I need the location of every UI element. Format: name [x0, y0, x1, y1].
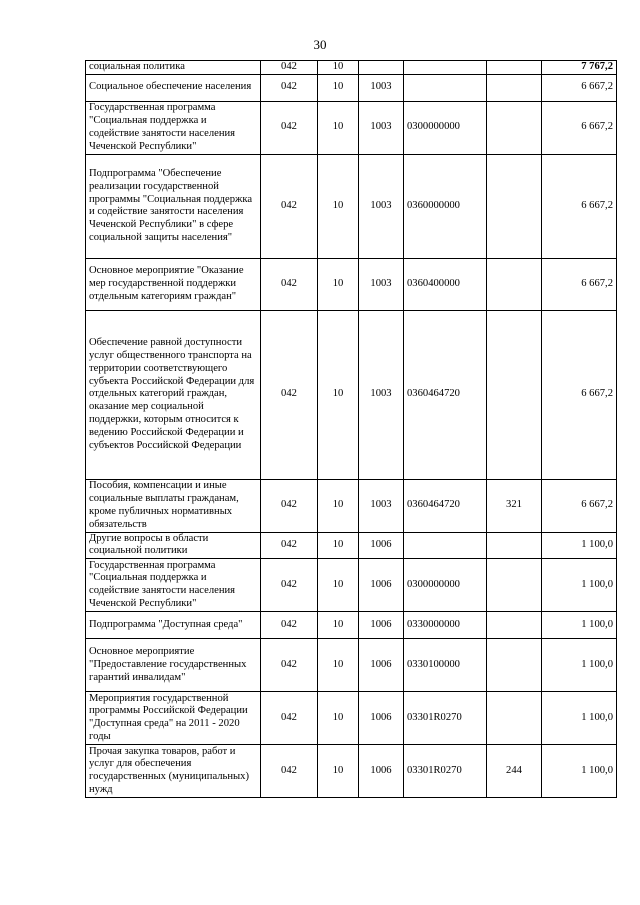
subsection-code-cell: 1006: [359, 532, 404, 559]
ministry-code-cell: 042: [261, 692, 318, 745]
subsection-code-cell: 1003: [359, 310, 404, 479]
expense-type-cell: [487, 559, 542, 612]
ministry-code-cell: 042: [261, 101, 318, 154]
expense-type-cell: [487, 74, 542, 101]
row-name-cell: Пособия, компенсации и иные социальные выплаты гражданам, кроме публичных нормативных обязательств: [86, 479, 261, 532]
amount-cell: 6 667,2: [542, 154, 617, 258]
table-row: [86, 74, 617, 101]
section-code-cell: 10: [318, 532, 359, 559]
section-code-cell: 10: [318, 74, 359, 101]
table-row: [86, 639, 617, 692]
amount-cell: 1 100,0: [542, 532, 617, 559]
amount-cell: 6 667,2: [542, 101, 617, 154]
row-name-cell: социальная политика: [86, 61, 261, 75]
row-name-cell: Социальное обеспечение населения: [86, 74, 261, 101]
ministry-code-cell: 042: [261, 74, 318, 101]
target-article-cell: 0300000000: [404, 101, 487, 154]
section-code-cell: 10: [318, 101, 359, 154]
section-code-cell: 10: [318, 258, 359, 310]
row-name-cell: Основное мероприятие "Оказание мер государственной поддержки отдельным категориям граждан": [86, 258, 261, 310]
target-article-cell: 03301R0270: [404, 692, 487, 745]
subsection-code-cell: 1003: [359, 101, 404, 154]
section-code-cell: 10: [318, 639, 359, 692]
target-article-cell: 0360464720: [404, 310, 487, 479]
table-row: [86, 559, 617, 612]
expense-type-cell: [487, 612, 542, 639]
expense-type-cell: 321: [487, 479, 542, 532]
row-name-cell: Основное мероприятие "Предоставление государственных гарантий инвалидам": [86, 639, 261, 692]
table-row: [86, 310, 617, 479]
ministry-code-cell: 042: [261, 559, 318, 612]
ministry-code-cell: 042: [261, 258, 318, 310]
ministry-code-cell: 042: [261, 61, 318, 75]
row-name-cell: Другие вопросы в области социальной политики: [86, 532, 261, 559]
section-code-cell: 10: [318, 479, 359, 532]
expense-type-cell: 244: [487, 745, 542, 798]
amount-cell: 6 667,2: [542, 74, 617, 101]
target-article-cell: [404, 61, 487, 75]
expense-type-cell: [487, 692, 542, 745]
target-article-cell: 0330100000: [404, 639, 487, 692]
table-row: [86, 692, 617, 745]
table-row: [86, 479, 617, 532]
subsection-code-cell: 1006: [359, 559, 404, 612]
table-row: [86, 612, 617, 639]
table-row: [86, 101, 617, 154]
ministry-code-cell: 042: [261, 479, 318, 532]
amount-cell: 6 667,2: [542, 310, 617, 479]
amount-cell: 1 100,0: [542, 692, 617, 745]
amount-cell: 6 667,2: [542, 258, 617, 310]
target-article-cell: 03301R0270: [404, 745, 487, 798]
expense-type-cell: [487, 154, 542, 258]
subsection-code-cell: [359, 61, 404, 75]
target-article-cell: 0360000000: [404, 154, 487, 258]
expense-type-cell: [487, 310, 542, 479]
subsection-code-cell: 1006: [359, 639, 404, 692]
section-code-cell: 10: [318, 61, 359, 75]
subsection-code-cell: 1006: [359, 745, 404, 798]
row-name-cell: Государственная программа "Социальная поддержка и содействие занятости населения Чеченской Республики": [86, 559, 261, 612]
table-row: [86, 258, 617, 310]
section-code-cell: 10: [318, 612, 359, 639]
amount-cell: 1 100,0: [542, 559, 617, 612]
target-article-cell: [404, 74, 487, 101]
expense-type-cell: [487, 639, 542, 692]
target-article-cell: 0360464720: [404, 479, 487, 532]
section-code-cell: 10: [318, 692, 359, 745]
expense-type-cell: [487, 101, 542, 154]
section-code-cell: 10: [318, 745, 359, 798]
subsection-code-cell: 1003: [359, 479, 404, 532]
section-code-cell: 10: [318, 154, 359, 258]
subsection-code-cell: 1006: [359, 692, 404, 745]
ministry-code-cell: 042: [261, 310, 318, 479]
amount-cell: 1 100,0: [542, 745, 617, 798]
subsection-code-cell: 1003: [359, 154, 404, 258]
subsection-code-cell: 1003: [359, 258, 404, 310]
row-name-cell: Подпрограмма "Обеспечение реализации государственной программы "Социальная поддержка и содействие занятости населения Чеченской Республики" в сфере социальной защиты населения": [86, 154, 261, 258]
expense-type-cell: [487, 61, 542, 75]
subsection-code-cell: 1003: [359, 74, 404, 101]
ministry-code-cell: 042: [261, 154, 318, 258]
row-name-cell: Прочая закупка товаров, работ и услуг для обеспечения государственных (муниципальных) нужд: [86, 745, 261, 798]
target-article-cell: 0330000000: [404, 612, 487, 639]
row-name-cell: Обеспечение равной доступности услуг общественного транспорта на территории соответствующего субъекта Российской Федерации для отдельных категорий граждан, оказание мер социальной поддержки, которым относится к ведению Российской Федерации и субъектов Российской Федерации: [86, 310, 261, 479]
amount-cell: 7 767,2: [542, 61, 617, 75]
row-name-cell: Государственная программа "Социальная поддержка и содействие занятости населения Чеченской Республики": [86, 101, 261, 154]
table-row: [86, 61, 617, 75]
amount-cell: 6 667,2: [542, 479, 617, 532]
row-name-cell: Мероприятия государственной программы Российской Федерации "Доступная среда" на 2011 - 2020 годы: [86, 692, 261, 745]
table-row: [86, 154, 617, 258]
amount-cell: 1 100,0: [542, 612, 617, 639]
ministry-code-cell: 042: [261, 745, 318, 798]
ministry-code-cell: 042: [261, 639, 318, 692]
expense-type-cell: [487, 532, 542, 559]
row-name-cell: Подпрограмма "Доступная среда": [86, 612, 261, 639]
expense-type-cell: [487, 258, 542, 310]
section-code-cell: 10: [318, 559, 359, 612]
budget-table: [85, 60, 617, 798]
ministry-code-cell: 042: [261, 532, 318, 559]
section-code-cell: 10: [318, 310, 359, 479]
page-number: 30: [313, 37, 327, 52]
target-article-cell: 0300000000: [404, 559, 487, 612]
target-article-cell: [404, 532, 487, 559]
table-row: [86, 532, 617, 559]
subsection-code-cell: 1006: [359, 612, 404, 639]
table-row: [86, 745, 617, 798]
ministry-code-cell: 042: [261, 612, 318, 639]
target-article-cell: 0360400000: [404, 258, 487, 310]
amount-cell: 1 100,0: [542, 639, 617, 692]
